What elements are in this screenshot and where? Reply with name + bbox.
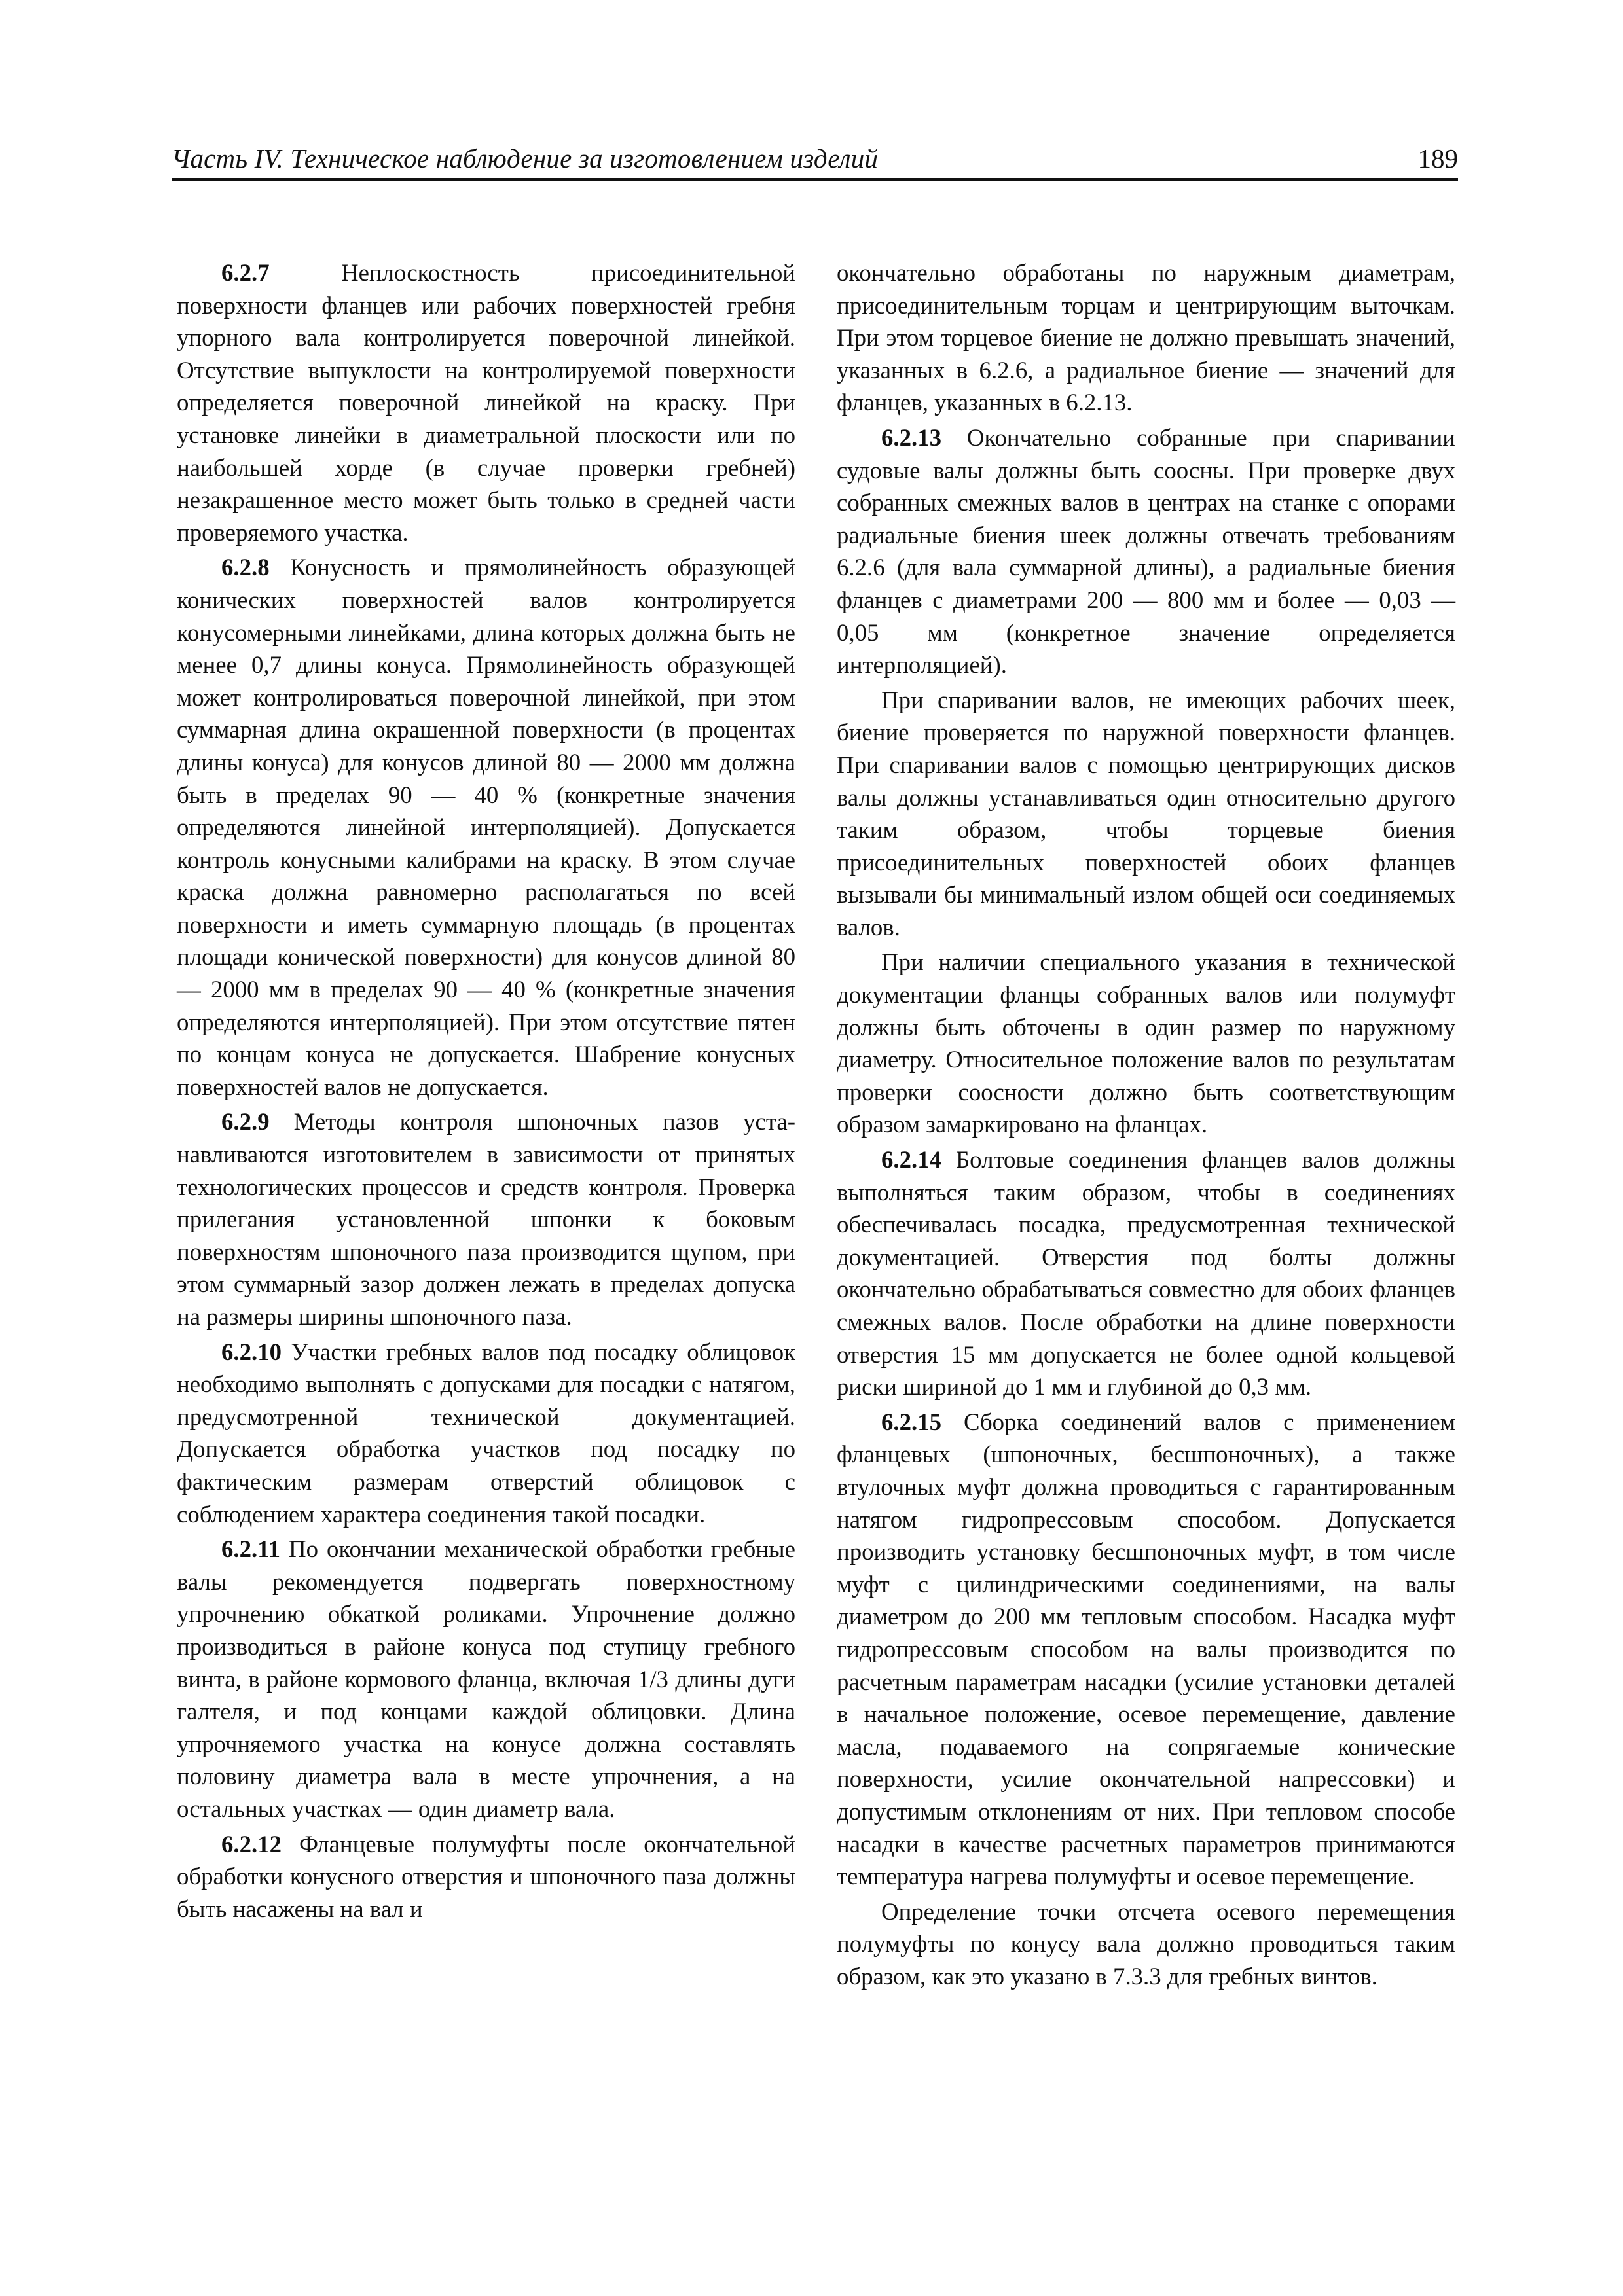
paragraph-6-2-14 [837, 1143, 1455, 1403]
paragraph-6-2-12-continued [837, 257, 1455, 419]
clause-number: 6.2.8 [221, 554, 270, 581]
clause-number: 6.2.10 [221, 1338, 282, 1365]
paragraph-text: Окончательно собранные при спаривании судовые валы должны быть соосны. При проверке двух собранных смежных валов в центрах на станке с опорами радиальные биения шеек должны отвечать требованиям 6.2.6 (для вала суммарной длины), а радиальные биения фланцев с диаметрами 200 — 800 мм и более — 0,03 — 0,05 мм (конкретное значение определяется интерполяцией). [837, 423, 1455, 679]
clause-number: 6.2.15 [881, 1408, 941, 1435]
clause-number: 6.2.13 [881, 423, 941, 451]
running-header [172, 143, 1458, 181]
paragraph-text: Конусность и прямолинейность образующей конических поверхностей валов контролируется конусомерными линейками, длина которых должна быть не менее 0,7 длины конуса. Прямолинейность образующей может контролироваться поверочной линейкой, при этом суммарная длина окрашенной поверхности (в процентах длины конуса) для конусов длиной 80 — 2000 мм должна быть в пределах 90 — 40 % (конкретные значения определяются линейной интерполяцией). Допускается контроль конусными калибрами на краску. В этом случае краска должна равномерно располагаться по всей поверхности и иметь суммарную площадь (в процентах площади конической поверхности) для конусов длиной 80 — 2000 мм в пределах 90 — 40 % (конкретные значения определяются интерполяцией). При этом отсутствие пятен по концам конуса не допускается. Шабрение конусных поверхностей валов не допускается. [177, 554, 795, 1100]
paragraph-6-2-11 [177, 1533, 795, 1825]
clause-number: 6.2.7 [221, 259, 270, 286]
paragraph-6-2-7 [177, 257, 795, 548]
paragraph-6-2-13 [837, 422, 1455, 681]
paragraph-text: Участки гребных валов под посадку облицовок необходимо выполнять с допусками для посадки с натягом, предусмотренной технической документацией. Допускается обработка участков под посадку по фактическим размерам отверстий облицовок с соблюдением характера соединения такой посадки. [177, 1338, 795, 1528]
paragraph-unnumbered [837, 684, 1455, 944]
paragraph-text: Методы контроля шпоночных пазов устанавливаются изготовителем в зависимости от принятых технологических процессов и средств контроля. Проверка прилегания установленной шпонки к боковым поверхностям шпоночного паза производится щупом, при этом суммарный зазор должен лежать в пределах допуска на размеры ширины шпоночного паза. [177, 1108, 795, 1330]
clause-number: 6.2.9 [221, 1108, 270, 1136]
paragraph-6-2-15 [837, 1406, 1455, 1893]
clause-number: 6.2.12 [221, 1830, 282, 1857]
paragraph-text: При спаривании валов, не имеющих рабочих шеек, биение проверяется по наружной поверхности фланцев. При спаривании валов с помощью центрирующих дисков валы должны устанавливаться один относительно другого таким образом, чтобы торцевые биения присоединительных поверхностей обоих фланцев вызывали бы минимальный излом общей оси соединяемых валов. [837, 686, 1455, 941]
paragraph-6-2-10 [177, 1336, 795, 1531]
paragraph-unnumbered [837, 946, 1455, 1141]
paragraph-text: Определение точки отсчета осевого перемещения полумуфты по конусу вала должно проводиться таким образом, как это указано в 7.3.3 для гребных винтов. [837, 1897, 1455, 1990]
paragraph-text: При наличии специального указания в технической документации фланцы собранных валов или полумуфт должны быть обточены в один размер по наружному диаметру. Относительное положение валов по результатам проверки соосности должно быть соответствующим образом замаркировано на фланцах. [837, 948, 1455, 1138]
right-column [837, 257, 1455, 1995]
paragraph-text: окончательно обработаны по наружным диаметрам, присоединительным торцам и центрирующим выточкам. При этом торцевое биение не должно превышать значений, указанных в 6.2.6, а радиальное биение — значений для фланцев, указанных в 6.2.13. [837, 259, 1455, 416]
paragraph-6-2-9 [177, 1105, 795, 1333]
paragraph-text: По окончании механической обработки гребные валы рекомендуется подвергать поверхностному упрочнению обкаткой роликами. Упрочнение должно производиться в районе конуса под ступицу гребного винта, в районе кормового фланца, включая 1/3 длины дуги галтеля, и под концами каждой облицовки. Длина упрочняемого участка на конусе должна составлять половину диаметра вала в месте упрочнения, а на остальных участках — один диаметр вала. [177, 1535, 795, 1822]
paragraph-6-2-8 [177, 551, 795, 1103]
clause-number: 6.2.11 [221, 1535, 280, 1563]
paragraph-unnumbered [837, 1895, 1455, 1993]
left-column [177, 257, 795, 1928]
paragraph-text: Неплоскостность присоединительной поверхности фланцев или рабочих поверхностей гребня упорного вала контролируется поверочной линейкой. Отсутствие выпуклости на контролируемой поверхности определяется поверочной линейкой на краску. При установке линейки в диаметральной плоскости или по наибольшей хорде (в случае проверки гребней) незакрашенное место может быть только в средней части проверяемого участка. [177, 259, 795, 546]
paragraph-6-2-12 [177, 1828, 795, 1926]
paragraph-text: Болтовые соединения фланцев валов должны выполняться таким образом, чтобы в соединениях обеспечивалась посадка, предусмотренная технической документацией. Отверстия под болты должны окончательно обрабатываться совместно для обоих фланцев смежных валов. После обработки на длине поверхности отверстия 15 мм допускается не более одной кольцевой риски шириной до 1 мм и глубиной до 0,3 мм. [837, 1146, 1455, 1401]
clause-number: 6.2.14 [881, 1146, 941, 1174]
header-title: Часть IV. Техническое наблюдение за изготовлением изделий [172, 143, 879, 173]
paragraph-text: Фланцевые полумуфты после окончательной обработки конусного отверстия и шпоночного паза должны быть насажены на вал и [177, 1830, 795, 1922]
page-number: 189 [1417, 143, 1458, 173]
paragraph-text: Сборка соединений валов с применением фланцевых (шпоночных, бесшпоночных), а также втулочных муфт должна проводиться с гарантированным натягом гидропрессовым способом. Допускается производить установку бесшпоночных муфт, в том числе муфт с цилиндрическими соединениями, на валы диаметром до 200 мм тепловым способом. Насадка муфт гидропрессовым способом на валы производится по расчетным параметрам насадки (усилие установки деталей в начальное положение, осевое перемещение, давление масла, подаваемого на сопрягаемые конические поверхности, усилие окончательной напрессовки) и допустимым отклонениям от них. При тепловом способе насадки в качестве расчетных параметров принимаются температура нагрева полумуфты и осевое перемещение. [837, 1408, 1455, 1890]
